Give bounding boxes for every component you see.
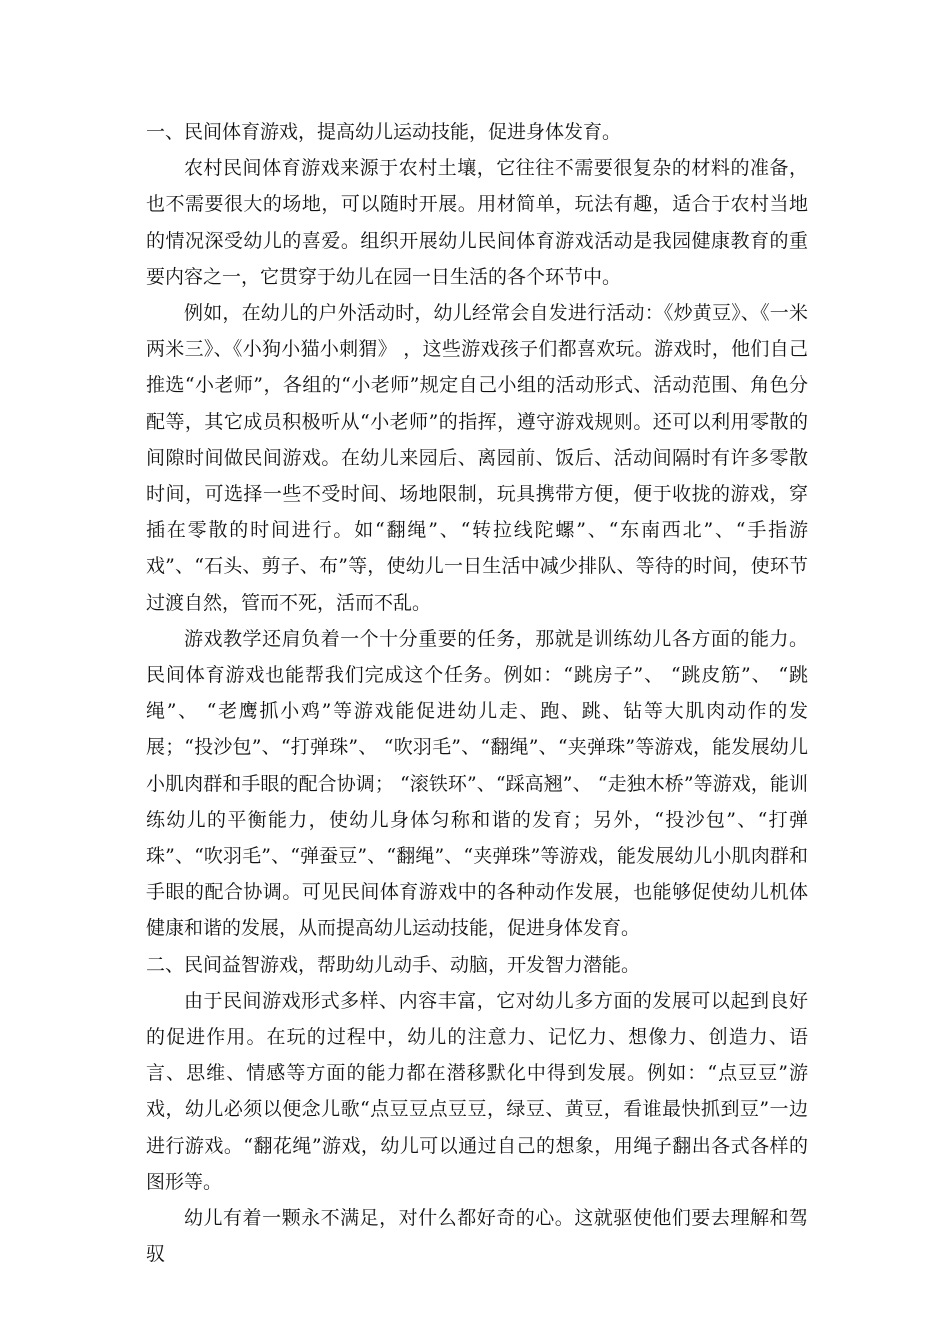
paragraph-2-2: 幼儿有着一颗永不满足，对什么都好奇的心。这就驱使他们要去理解和驾驭 (146, 1207, 808, 1266)
document-body (146, 114, 808, 1273)
section-heading-2: 二、民间益智游戏，帮助幼儿动手、动脑，开发智力潜能。 (146, 953, 641, 976)
paragraph-1-1: 农村民间体育游戏来源于农村土壤，它往往不需要很复杂的材料的准备，也不需要很大的场地，可以随时开展。用材简单，玩法有趣，适合于农村当地的情况深受幼儿的喜爱。组织开展幼儿民间体育游戏活动是我园健康教育的重要内容之一，它贯穿于幼儿在园一日生活的各个环节中。 (146, 157, 808, 288)
section-heading-1: 一、民间体育游戏，提高幼儿运动技能，促进身体发育。 (146, 121, 622, 143)
paragraph-1-2: 例如，在幼儿的户外活动时，幼儿经常会自发进行活动：《炒黄豆》、《一米两米三》、《小狗小猫小刺猬》 ，这些游戏孩子们都喜欢玩。游戏时，他们自己推选“小老师”，各组的“小老师”规定自己小组的活动形式、活动范围、角色分配等，其它成员积极听从“小老师”的指挥，遵守游戏规则。还可以利用零散的间隙时间做民间游戏。在幼儿来园后、离园前、饭后、活动间隔时有许多零散时间，可选择一些不受时间、场地限制，玩具携带方便，便于收拢的游戏，穿插在零散的时间进行。如“翻绳”、“转拉线陀螺”、“东南西北”、“手指游戏”、“石头、剪子、布”等，使幼儿一日生活中减少排队、等待的时间，使环节过渡自然，管而不死，活而不乱。 (146, 302, 808, 614)
paragraph-1-3: 游戏教学还肩负着一个十分重要的任务，那就是训练幼儿各方面的能力。民间体育游戏也能帮我们完成这个任务。例如：“跳房子”、 “跳皮筋”、 “跳绳”、 “老鹰抓小鸡”等游戏能促进幼儿走、跑、跳、钻等大肌肉动作的发展；“投沙包”、“打弹珠”、 “吹羽毛”、“翻绳”、“夹弹珠”等游戏，能发展幼儿小肌肉群和手眼的配合协调； “滚铁环”、“踩高翘”、 “走独木桥”等游戏，能训练幼儿的平衡能力，使幼儿身体匀称和谐的发育；另外，“投沙包”、“打弹珠”、“吹羽毛”、“弹蚕豆”、“翻绳”、“夹弹珠”等游戏，能发展幼儿小肌肉群和手眼的配合协调。可见民间体育游戏中的各种动作发展，也能够促使幼儿机体健康和谐的发展，从而提高幼儿运动技能，促进身体发育。 (146, 627, 808, 940)
paragraph-2-1: 由于民间游戏形式多样、内容丰富，它对幼儿多方面的发展可以起到良好的促进作用。在玩的过程中，幼儿的注意力、记忆力、想像力、创造力、语言、思维、情感等方面的能力都在潜移默化中得到发展。例如：“点豆豆”游戏，幼儿必须以便念儿歌“点豆豆点豆豆，绿豆、黄豆，看谁最快抓到豆”一边进行游戏。“翻花绳”游戏，幼儿可以通过自己的想象，用绳子翻出各式各样的图形等。 (146, 989, 808, 1193)
